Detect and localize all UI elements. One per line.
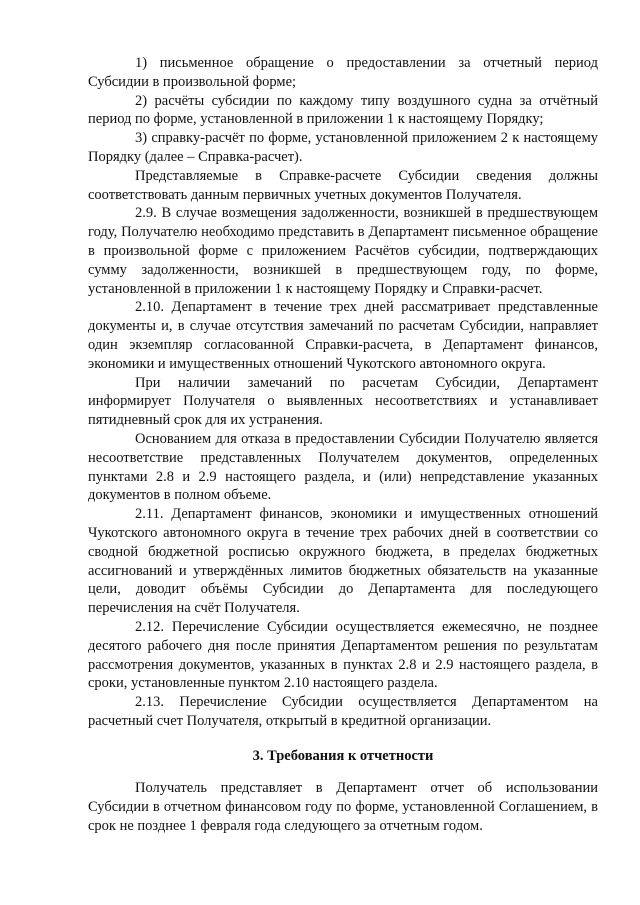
paragraph-item-1: 1) письменное обращение о предоставлении за отчетный период Субсидии в произвольной форме; <box>88 55 598 90</box>
paragraph-2-13: 2.13. Перечисление Субсидии осуществляется Департаментом на расчетный счет Получателя, открытый в кредитной организации. <box>88 694 598 729</box>
paragraph-2-12: 2.12. Перечисление Субсидии осуществляется ежемесячно, не позднее десятого рабочего дня после принятия Департаментом решения по результатам рассмотрения документов, указанных в пунктах 2.8 и 2.9 настоящего раздела, в сроки, установленные пунктом 2.10 настоящего раздела. <box>88 618 598 692</box>
section-heading: 3. Требования к отчетности <box>252 747 434 764</box>
paragraph-reporting: Получатель представляет в Департамент отчет об использовании Субсидии в отчетном финансовом году по форме, установленной Соглашением, в срок не позднее 1 февраля года следующего за отчетным годом. <box>88 780 598 835</box>
document-page <box>88 54 598 836</box>
paragraph-remarks: При наличии замечаний по расчетам Субсидии, Департамент информирует Получателя о выявленных несоответствиях и устанавливает пятидневный срок для их устранения. <box>88 374 598 429</box>
paragraph-2-9: 2.9. В случае возмещения задолженности, возникшей в предшествующем году, Получателю необходимо представить в Департамент письменное обращение в произвольной форме с приложением Расчётов субсидии, подтверждающих сумму задолженности, возникшей в предшествующем году, по форме, установленной в приложении 1 к настоящему Порядку и Справки-расчет. <box>88 205 598 297</box>
paragraph-spravka-data: Представляемые в Справке-расчете Субсидии сведения должны соответствовать данным первичных учетных документов Получателя. <box>88 167 598 203</box>
paragraph-item-3: 3) справку-расчёт по форме, установленной приложением 2 к настоящему Порядку (далее – Справка-расчет). <box>88 130 598 165</box>
paragraph-item-2: 2) расчёты субсидии по каждому типу воздушного судна за отчётный период по форме, установленной в приложении 1 к настоящему Порядку; <box>88 92 598 128</box>
paragraph-2-11: 2.11. Департамент финансов, экономики и имущественных отношений Чукотского автономного округа в течение трех рабочих дней в соответствии со сводной бюджетной росписью окружного бюджета, в пределах бюджетных ассигнований и утверждённых лимитов бюджетных обязательств на указанные цели, доводит объёмы Субсидии до Департамента для последующего перечисления на счёт Получателя. <box>88 506 598 617</box>
paragraph-refusal-grounds: Основанием для отказа в предоставлении Субсидии Получателю является несоответствие представленных Получателем документов, определенных пунктами 2.8 и 2.9 настоящего раздела, и (или) непредставление указанных документов в полном объеме. <box>88 430 598 504</box>
paragraph-2-10: 2.10. Департамент в течение трех дней рассматривает представленные документы и, в случае отсутствия замечаний по расчетам Субсидии, направляет один экземпляр согласованной Справки-расчета, в Департамент финансов, экономики и имущественных отношений Чукотского автономного округа. <box>88 299 598 372</box>
